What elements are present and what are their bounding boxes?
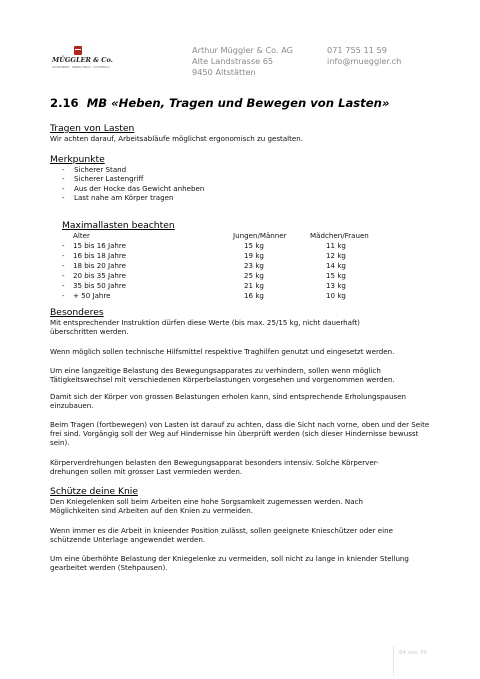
section-merkpunkte [50, 154, 430, 202]
paragraph-wrap [50, 554, 430, 572]
tragen-text: Wir achten darauf, Arbeitsabläufe möglichst ergonomisch zu gestalten. [50, 134, 304, 143]
cell-jungen: 23 kg [244, 261, 264, 270]
cell-maedchen: 13 kg [326, 281, 346, 290]
cell-jungen: 21 kg [244, 281, 264, 290]
list-item: - Last nahe am Körper tragen [62, 193, 430, 202]
paragraph: Wenn immer es die Arbeit in knieender Position zulässt, sollen geeignete Knieschützer oder eine schützende Unterlage angewendet werden. [50, 526, 393, 544]
section-knie [50, 486, 430, 515]
list-item: - Aus der Hocke das Gewicht anheben [62, 184, 430, 193]
table-row: - 20 bis 35 Jahre 25 kg 15 kg [62, 271, 362, 281]
page-title [50, 96, 389, 110]
table-row: - + 50 Jahre 16 kg 10 kg [62, 291, 362, 301]
logo-tagline: SCHREINEREI · INNENAUSBAU · KÜCHENBAU [52, 66, 110, 69]
logo-wordmark: MÜGGLER & Co. [52, 56, 113, 64]
table-row: - 16 bis 18 Jahre 19 kg 12 kg [62, 251, 362, 261]
cell-jungen: 25 kg [244, 271, 264, 280]
cell-maedchen: 15 kg [326, 271, 346, 280]
list-item: - Sicherer Lastengriff [62, 174, 430, 183]
company-city: 9450 Altstätten [192, 67, 256, 77]
paragraph-wrap [50, 458, 430, 476]
table-row: - 35 bis 50 Jahre 21 kg 13 kg [62, 281, 362, 291]
col-alter: Alter [73, 231, 90, 240]
cell-maedchen: 12 kg [326, 251, 346, 260]
page-number: 64 von 74 [399, 650, 427, 656]
heading-besonderes: Besonderes [50, 307, 104, 318]
cell-maedchen: 14 kg [326, 261, 346, 270]
heading-maximallasten-wrap [62, 220, 442, 231]
cell-maedchen: 11 kg [326, 241, 346, 250]
paragraph: Um eine langzeitige Belastung des Bewegungsapparates zu verhindern, sollen wenn möglich Tätigkeitswechsel mit verschiedenen Körperbelastungen vorgesehen und vorgenommen werden. [50, 366, 395, 384]
company-street: Alte Landstrasse 65 [192, 56, 274, 66]
cell-alter: 35 bis 50 Jahre [73, 281, 127, 290]
section-tragen [50, 123, 430, 143]
col-jungen: Jungen/Männer [233, 231, 287, 240]
paragraph: Damit sich der Körper von grossen Belastungen erholen kann, sind entsprechende Erholungspausen einzubauen. [50, 392, 407, 410]
section-title: MB «Heben, Tragen und Bewegen von Lasten» [86, 96, 390, 110]
cell-jungen: 15 kg [244, 241, 264, 250]
cell-jungen: 19 kg [244, 251, 264, 260]
heading-knie: Schütze deine Knie [50, 486, 139, 497]
paragraph: Beim Tragen (fortbewegen) von Lasten ist darauf zu achten, dass die Sicht nach vorne, oben und der Seite frei sind. Vorgängig soll der Weg auf Hindernisse hin überprüft werden (sich dieser Hindernisse bewusst sein). [50, 420, 430, 447]
company-phone: 071 755 11 59 [327, 45, 387, 55]
cell-alter: + 50 Jahre [73, 291, 111, 300]
heading-tragen: Tragen von Lasten [50, 123, 135, 134]
section-besonderes [50, 307, 430, 336]
paragraph-wrap [50, 420, 430, 447]
paragraph: Mit entsprechender Instruktion dürfen diese Werte (bis max. 25/15 kg, nicht dauerhaft) überschritten werden. [50, 318, 360, 336]
list-item: - Sicherer Stand [62, 165, 430, 174]
cell-alter: 18 bis 20 Jahre [73, 261, 127, 270]
paragraph-wrap [50, 526, 430, 544]
paragraph: Den Kniegelenken soll beim Arbeiten eine hohe Sorgsamkeit zugemessen werden. Nach Möglichkeiten sind Arbeiten auf den Knien zu vermeiden. [50, 497, 363, 515]
logo-mark-icon [74, 46, 82, 55]
cell-alter: 16 bis 18 Jahre [73, 251, 127, 260]
company-address [192, 45, 293, 78]
merkpunkte-list [50, 165, 430, 202]
paragraph: Körperverdrehungen belasten den Bewegungsapparat besonders intensiv. Solche Körperver- drehungen sollen mit grosser Last vermieden werden. [50, 458, 379, 476]
table-row: - 15 bis 16 Jahre 15 kg 11 kg [62, 241, 362, 251]
paragraph: Wenn möglich sollen technische Hilfsmittel respektive Traghilfen genutzt und eingesetzt werden. [50, 347, 395, 356]
section-number: 2.16 [50, 96, 79, 110]
table-row: - 18 bis 20 Jahre 23 kg 14 kg [62, 261, 362, 271]
cell-maedchen: 10 kg [326, 291, 346, 300]
table-header [62, 231, 369, 241]
company-email[interactable]: info@mueggler.ch [327, 56, 402, 66]
paragraph-wrap [50, 366, 430, 384]
company-logo [52, 46, 113, 72]
cell-alter: 15 bis 16 Jahre [73, 241, 127, 250]
paragraph-wrap [50, 392, 430, 410]
company-contact [327, 45, 401, 67]
heading-maximallasten: Maximallasten beachten [62, 220, 175, 231]
cell-jungen: 16 kg [244, 291, 264, 300]
paragraph-wrap [50, 347, 430, 356]
company-name: Arthur Müggler & Co. AG [192, 45, 294, 55]
col-maedchen: Mädchen/Frauen [310, 231, 369, 240]
maximallasten-table [62, 231, 369, 301]
cell-alter: 20 bis 35 Jahre [73, 271, 127, 280]
heading-merkpunkte: Merkpunkte [50, 154, 105, 165]
paragraph: Um eine überhöhte Belastung der Kniegelenke zu vermeiden, soll nicht zu lange in kniender Stellung gearbeitet werden (Stehpausen). [50, 554, 409, 572]
footer-divider [393, 646, 394, 676]
